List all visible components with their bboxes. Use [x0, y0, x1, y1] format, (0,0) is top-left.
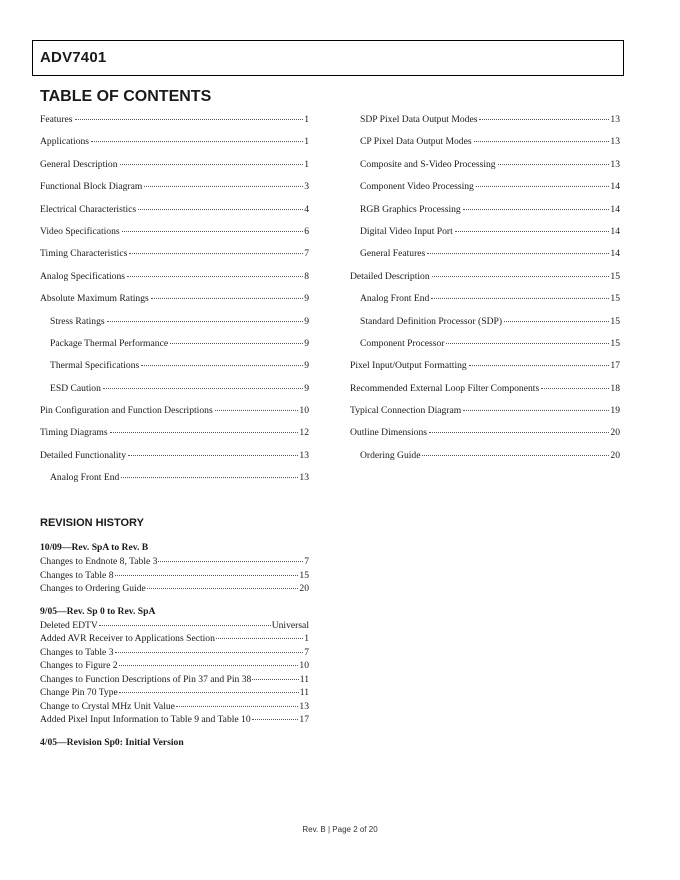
revision-dot-leader: [252, 679, 298, 680]
toc-entry[interactable]: [350, 315, 620, 337]
toc-dot-leader: [120, 164, 304, 165]
toc-entry-title: Timing Characteristics: [40, 248, 128, 260]
toc-entry[interactable]: [350, 135, 620, 157]
toc-dot-leader: [110, 432, 299, 433]
revision-line-page: 10: [299, 660, 309, 671]
revision-line-page: 7: [304, 646, 309, 658]
revision-line: [40, 686, 309, 700]
toc-right-column: [350, 113, 620, 471]
revision-line-page: 13: [299, 700, 309, 712]
toc-dot-leader: [446, 343, 609, 344]
revision-line: [40, 582, 309, 596]
toc-entry[interactable]: [40, 225, 309, 247]
toc-entry-title: Typical Connection Diagram: [350, 405, 462, 417]
toc-entry-page: 15: [610, 293, 620, 305]
document-title: ADV7401: [40, 49, 107, 66]
toc-dot-leader: [427, 253, 609, 254]
toc-entry-page: 9: [304, 360, 309, 372]
revision-dot-leader: [119, 665, 299, 666]
toc-entry-title: CP Pixel Data Output Modes: [360, 136, 472, 148]
revision-group-spacer: [40, 596, 309, 605]
toc-left-column: [40, 113, 309, 494]
revision-dot-leader: [115, 652, 304, 653]
toc-entry[interactable]: [350, 404, 620, 426]
toc-entry-page: 15: [610, 315, 620, 327]
toc-entry-page: 8: [304, 270, 309, 282]
toc-entry-page: 15: [610, 337, 620, 349]
revision-group-heading: 10/09—Rev. SpA to Rev. B: [40, 542, 149, 553]
revision-line-page: 1: [304, 633, 309, 644]
toc-entry-title: Recommended External Loop Filter Components: [350, 382, 540, 394]
revision-group-heading: 4/05—Revision Sp0: Initial Version: [40, 736, 184, 748]
toc-dot-leader: [215, 410, 299, 411]
toc-dot-leader: [504, 321, 609, 322]
toc-dot-leader: [103, 388, 303, 389]
toc-entry[interactable]: [350, 113, 620, 135]
toc-entry-page: 17: [610, 360, 620, 372]
revision-line-text: Changes to Endnote 8, Table 3: [40, 556, 158, 567]
header-box: [32, 40, 624, 76]
toc-entry-title: General Features: [360, 248, 426, 260]
toc-dot-leader: [479, 119, 609, 120]
toc-entry[interactable]: [40, 292, 309, 314]
revision-line-text: Changes to Figure 2: [40, 660, 118, 671]
toc-entry-page: 13: [299, 449, 309, 461]
revision-history: [40, 541, 309, 750]
toc-entry-title: Component Video Processing: [360, 181, 474, 193]
toc-entry-page: 10: [299, 405, 309, 417]
toc-entry-page: 9: [304, 337, 309, 349]
toc-entry-title: Digital Video Input Port: [360, 225, 453, 237]
toc-entry-page: 9: [304, 315, 309, 327]
revision-line-text: Changes to Table 8: [40, 569, 114, 581]
toc-entry-page: 1: [304, 114, 309, 125]
toc-entry-page: 7: [304, 248, 309, 260]
toc-entry-page: 14: [610, 225, 620, 237]
toc-entry-title: Analog Specifications: [40, 270, 125, 282]
toc-entry-page: 9: [304, 382, 309, 394]
toc-entry-page: 13: [299, 472, 309, 484]
toc-entry-page: 9: [304, 293, 309, 305]
toc-entry[interactable]: [40, 247, 309, 269]
toc-dot-leader: [431, 298, 609, 299]
toc-dot-leader: [144, 186, 303, 187]
toc-dot-leader: [138, 209, 303, 210]
toc-entry-title: Ordering Guide: [360, 449, 421, 461]
revision-line-text: Added Pixel Input Information to Table 9 and Table 10: [40, 714, 251, 725]
toc-entry[interactable]: [350, 225, 620, 247]
revision-dot-leader: [115, 575, 299, 576]
revision-dot-leader: [252, 719, 299, 720]
revision-history-heading: REVISION HISTORY: [40, 517, 144, 529]
toc-dot-leader: [432, 276, 610, 277]
toc-entry-page: 6: [304, 225, 309, 237]
toc-entry-title: Package Thermal Performance: [50, 337, 169, 349]
toc-entry[interactable]: [40, 158, 309, 180]
toc-dot-leader: [463, 209, 610, 210]
toc-entry[interactable]: [40, 404, 309, 426]
toc-entry-title: Video Specifications: [40, 225, 120, 237]
revision-line-page: Universal: [271, 619, 309, 631]
toc-entry-title: Stress Ratings: [50, 315, 105, 327]
toc-entry-title: Analog Front End: [360, 293, 430, 305]
revision-line: [40, 646, 309, 660]
toc-entry-page: 13: [610, 114, 620, 125]
toc-entry-title: Pixel Input/Output Formatting: [350, 360, 467, 372]
toc-entry-page: 1: [304, 136, 309, 148]
toc-entry-title: Electrical Characteristics: [40, 203, 137, 215]
revision-line-text: Change to Crystal MHz Unit Value: [40, 700, 175, 712]
toc-entry-title: Detailed Description: [350, 270, 430, 282]
toc-entry-title: Analog Front End: [50, 472, 120, 484]
toc-entry[interactable]: [350, 292, 620, 314]
toc-entry-title: SDP Pixel Data Output Modes: [360, 114, 478, 125]
toc-entry[interactable]: [40, 135, 309, 157]
revision-line: [40, 713, 309, 727]
toc-entry-title: Composite and S-Video Processing: [360, 158, 496, 170]
toc-dot-leader: [422, 455, 609, 456]
toc-entry[interactable]: [350, 449, 620, 471]
toc-entry-title: RGB Graphics Processing: [360, 203, 461, 215]
toc-dot-leader: [463, 410, 609, 411]
toc-entry[interactable]: [350, 203, 620, 225]
toc-entry-title: General Description: [40, 158, 118, 170]
revision-line-page: 11: [299, 687, 309, 698]
toc-entry[interactable]: [40, 471, 309, 493]
toc-dot-leader: [107, 321, 304, 322]
toc-entry-title: Thermal Specifications: [50, 360, 140, 372]
toc-entry[interactable]: [40, 426, 309, 448]
toc-dot-leader: [429, 432, 609, 433]
toc-dot-leader: [129, 253, 303, 254]
toc-entry[interactable]: [350, 180, 620, 202]
toc-entry-title: Timing Diagrams: [40, 427, 108, 439]
toc-entry[interactable]: [350, 426, 620, 448]
toc-entry-page: 14: [610, 181, 620, 193]
revision-line: [40, 555, 309, 569]
toc-entry[interactable]: [350, 247, 620, 269]
revision-line-text: Changes to Function Descriptions of Pin 37 and Pin 38: [40, 673, 252, 685]
toc-entry-page: 1: [304, 158, 309, 170]
toc-dot-leader: [170, 343, 303, 344]
toc-entry-title: Applications: [40, 136, 90, 148]
revision-line-text: Added AVR Receiver to Applications Section: [40, 633, 215, 644]
toc-entry-page: 19: [610, 405, 620, 417]
toc-entry-page: 13: [610, 158, 620, 170]
toc-entry-title: Detailed Functionality: [40, 449, 127, 461]
toc-entry-page: 12: [299, 427, 309, 439]
toc-entry-title: ESD Caution: [50, 382, 101, 394]
toc-entry[interactable]: [40, 270, 309, 292]
toc-entry-page: 4: [304, 203, 309, 215]
toc-entry-title: Features: [40, 114, 73, 125]
toc-dot-leader: [151, 298, 303, 299]
toc-entry[interactable]: [40, 113, 309, 135]
revision-line-page: 15: [299, 569, 309, 581]
revision-line-text: Changes to Table 3: [40, 646, 114, 658]
toc-entry[interactable]: [40, 203, 309, 225]
toc-entry[interactable]: [40, 315, 309, 337]
toc-entry-page: 18: [610, 382, 620, 394]
revision-line: [40, 659, 309, 673]
revision-dot-leader: [158, 561, 303, 562]
toc-dot-leader: [541, 388, 609, 389]
toc-dot-leader: [476, 186, 610, 187]
revision-dot-leader: [216, 638, 303, 639]
revision-line: [40, 673, 309, 687]
toc-dot-leader: [127, 276, 303, 277]
revision-line: [40, 700, 309, 714]
toc-dot-leader: [141, 365, 303, 366]
toc-entry-page: 14: [610, 248, 620, 260]
page-footer: Rev. B | Page 2 of 20: [302, 825, 378, 834]
toc-entry[interactable]: [40, 180, 309, 202]
revision-dot-leader: [147, 588, 299, 589]
toc-entry[interactable]: [40, 449, 309, 471]
toc-dot-leader: [91, 141, 303, 142]
toc-heading: TABLE OF CONTENTS: [40, 88, 212, 105]
revision-dot-leader: [119, 692, 299, 693]
toc-dot-leader: [121, 477, 298, 478]
toc-entry[interactable]: [350, 359, 620, 381]
toc-entry-title: Standard Definition Processor (SDP): [360, 315, 503, 327]
revision-line-text: Changes to Ordering Guide: [40, 583, 146, 594]
revision-line: [40, 619, 309, 633]
revision-line-text: Deleted EDTV: [40, 619, 98, 631]
toc-entry-title: Functional Block Diagram: [40, 181, 143, 193]
revision-group-spacer: [40, 727, 309, 736]
toc-dot-leader: [122, 231, 304, 232]
revision-line-page: 7: [304, 556, 309, 567]
revision-line: [40, 569, 309, 583]
toc-entry-title: Component Processor: [360, 337, 445, 349]
toc-entry-page: 20: [610, 449, 620, 461]
revision-line-text: Change Pin 70 Type: [40, 687, 118, 698]
revision-dot-leader: [176, 706, 298, 707]
toc-entry[interactable]: [40, 382, 309, 404]
toc-entry-page: 3: [304, 181, 309, 193]
toc-dot-leader: [455, 231, 610, 232]
toc-entry[interactable]: [350, 270, 620, 292]
toc-entry-title: Outline Dimensions: [350, 427, 428, 439]
toc-entry[interactable]: [350, 337, 620, 359]
toc-entry[interactable]: [40, 337, 309, 359]
toc-entry-title: Pin Configuration and Function Descriptions: [40, 405, 213, 417]
revision-group-heading: 9/05—Rev. Sp 0 to Rev. SpA: [40, 605, 156, 617]
toc-entry-page: 14: [610, 203, 620, 215]
toc-entry[interactable]: [350, 382, 620, 404]
revision-dot-leader: [99, 625, 271, 626]
toc-dot-leader: [498, 164, 610, 165]
toc-entry-page: 15: [610, 270, 620, 282]
revision-line-page: 11: [299, 673, 309, 685]
revision-line-page: 17: [299, 714, 309, 725]
toc-dot-leader: [474, 141, 610, 142]
toc-entry[interactable]: [40, 359, 309, 381]
toc-dot-leader: [75, 119, 304, 120]
toc-dot-leader: [128, 455, 298, 456]
toc-dot-leader: [469, 365, 610, 366]
toc-entry-title: Absolute Maximum Ratings: [40, 293, 149, 305]
toc-entry[interactable]: [350, 158, 620, 180]
revision-line-page: 20: [299, 583, 309, 594]
toc-entry-page: 20: [610, 427, 620, 439]
revision-line: [40, 632, 309, 646]
toc-entry-page: 13: [610, 136, 620, 148]
